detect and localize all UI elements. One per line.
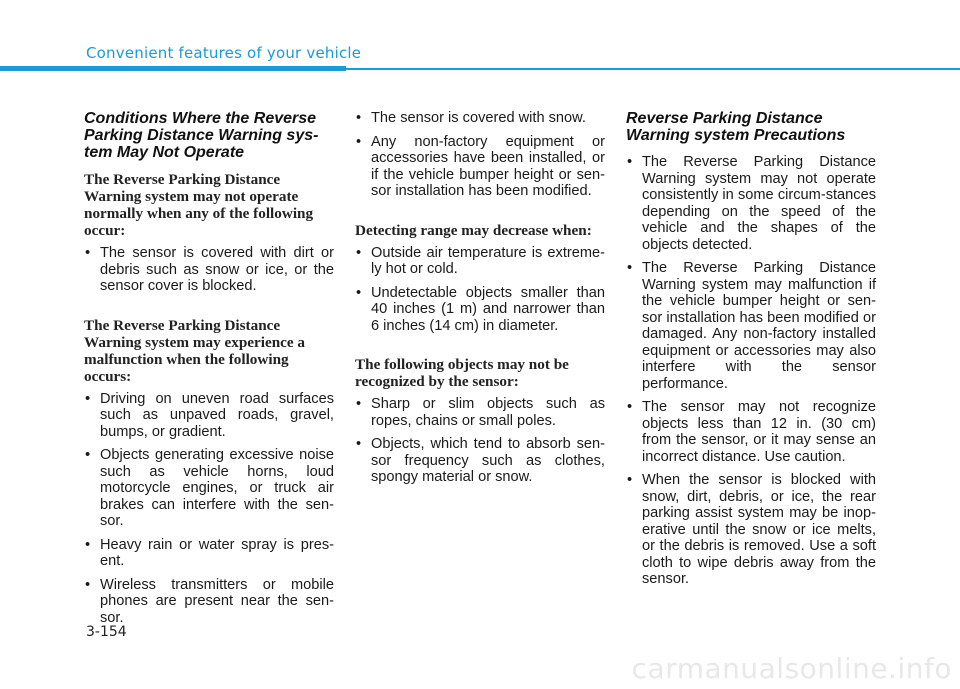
list-item: • Objects generating excessive noise such as vehicle horns, loud motorcycle engines, or truck air brakes can interfere with the sen-sor. [84,447,334,530]
list-item: • The Reverse Parking Distance Warning system may malfunction if the vehicle bumper height or sen-sor installation has been modified or damaged. Any non-factory installed equipment or accessories may also interfere with the sensor performance. [626,260,876,392]
bullet-list [355,396,605,486]
header-rule-thin [346,68,960,70]
list-item: • Driving on uneven road surfaces such as unpaved roads, gravel, bumps, or gradient. [84,391,334,441]
bullet-list [626,154,876,588]
list-item: • The sensor may not recognize objects less than 12 in. (30 cm) from the sensor, or it may sense an incorrect distance. Use caution. [626,399,876,465]
column-middle [355,110,605,493]
bullet-list [84,245,334,295]
subheading-may-not-operate: The Reverse Parking Distance Warning system may not operate normally when any of the following occur: [84,171,314,239]
column-right [626,110,876,595]
subheading-objects-not-recognized: The following objects may not be recognized by the sensor: [355,356,569,390]
list-item: • Outside air temperature is extreme-ly hot or cold. [355,245,605,278]
section-title-precautions: Reverse Parking Distance Warning system Precautions [626,110,846,144]
subheading-detecting-range: Detecting range may decrease when: [355,221,592,239]
column-left [84,110,334,633]
list-item: • Undetectable objects smaller than 40 inches (1 m) and narrower than 6 inches (14 cm) in diameter. [355,285,605,335]
watermark-text: carmanualsonline.info [631,652,952,685]
subheading-malfunction: The Reverse Parking Distance Warning system may experience a malfunction when the following occurs: [84,316,306,385]
list-item: • Wireless transmitters or mobile phones are present near the sen-sor. [84,577,334,627]
list-item: • Sharp or slim objects such as ropes, chains or small poles. [355,396,605,429]
bullet-list [355,110,605,200]
list-item: • Any non-factory equipment or accessories have been installed, or if the vehicle bumper height or sen-sor installation has been modified. [355,134,605,200]
list-item: • Heavy rain or water spray is pres-ent. [84,537,334,570]
list-item: • When the sensor is blocked with snow, dirt, debris, or ice, the rear parking assist system may be inop-erative until the snow or ice melts, or the debris is removed. Use a soft cloth to wipe debris away from the sensor. [626,472,876,588]
bullet-list [84,391,334,627]
section-title-conditions: Conditions Where the Reverse Parking Distance Warning sys-tem May Not Operate [84,110,319,161]
list-item: • The sensor is covered with dirt or debris such as snow or ice, or the sensor cover is blocked. [84,245,334,295]
header-rule-thick [0,66,346,71]
page-number: 3-154 [86,624,127,640]
bullet-list [355,245,605,335]
list-item: • The sensor is covered with snow. [355,110,605,127]
list-item: • The Reverse Parking Distance Warning system may not operate consistently in some circum-stances depending on the speed of the vehicle and the shapes of the objects detected. [626,154,876,253]
list-item: • Objects, which tend to absorb sen-sor frequency such as clothes, spongy material or snow. [355,436,605,486]
section-header: Convenient features of your vehicle [86,44,362,62]
